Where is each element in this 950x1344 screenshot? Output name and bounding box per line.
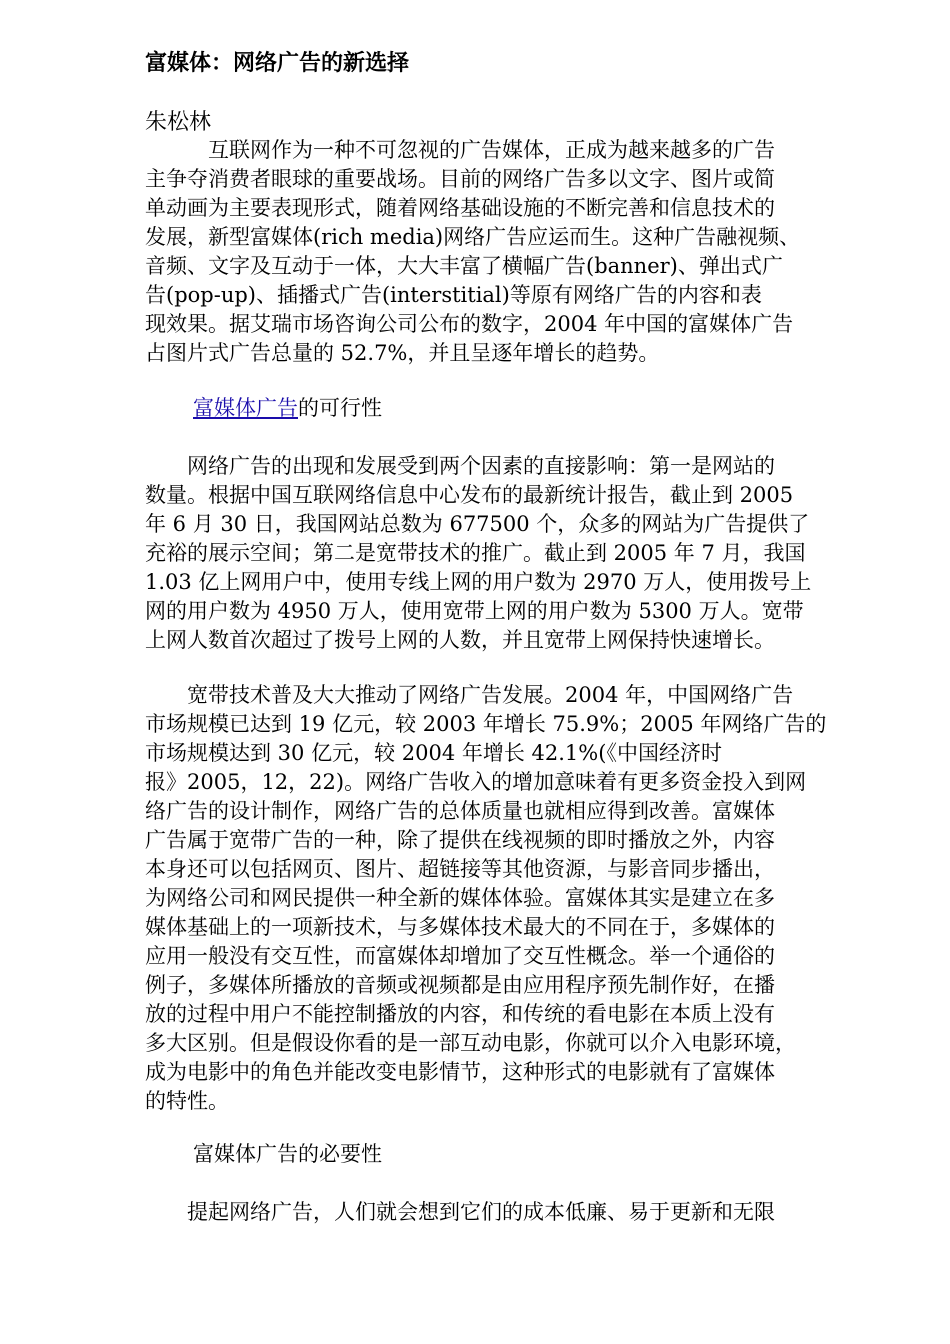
document-author: 朱松林 — [145, 110, 212, 135]
rich-media-ad-link[interactable]: 富媒体广告 — [193, 396, 298, 420]
paragraph-line: 宽带技术普及大大推动了网络广告发展。2004 年，中国网络广告 — [145, 683, 794, 707]
paragraph-line: 提起网络广告，人们就会想到它们的成本低廉、易于更新和无限 — [145, 1200, 775, 1224]
paragraph-line: 占图片式广告总量的 52.7%，并且呈逐年增长的趋势。 — [145, 341, 660, 365]
paragraph-line: 广告属于宽带广告的一种，除了提供在线视频的即时播放之外，内容 — [145, 828, 775, 852]
section-heading-suffix: 的可行性 — [298, 396, 382, 420]
paragraph-line: 多大区别。但是假设你看的是一部互动电影，你就可以介入电影环境， — [145, 1031, 796, 1055]
paragraph-line: 音频、文字及互动于一体，大大丰富了横幅广告(banner)、弹出式广 — [145, 254, 783, 278]
paragraph-line: 充裕的展示空间；第二是宽带技术的推广。截止到 2005 年 7 月，我国 — [145, 541, 806, 565]
document-title: 富媒体：网络广告的新选择 — [145, 50, 410, 76]
paragraph-line: 络广告的设计制作，网络广告的总体质量也就相应得到改善。富媒体 — [145, 799, 775, 823]
paragraph-line: 成为电影中的角色并能改变电影情节，这种形式的电影就有了富媒体 — [145, 1060, 775, 1084]
paragraph-line: 1.03 亿上网用户中，使用专线上网的用户数为 2970 万人，使用拨号上 — [145, 570, 812, 594]
feasibility-paragraph-1 — [145, 452, 880, 655]
feasibility-paragraph-2 — [145, 681, 880, 1116]
paragraph-line: 应用一般没有交互性，而富媒体却增加了交互性概念。举一个通俗的 — [145, 944, 775, 968]
paragraph-line: 主争夺消费者眼球的重要战场。目前的网络广告多以文字、图片或简 — [145, 167, 775, 191]
paragraph-line: 告(pop-up)、插播式广告(interstitial)等原有网络广告的内容和表 — [145, 283, 762, 307]
paragraph-line: 市场规模已达到 19 亿元，较 2003 年增长 75.9%；2005 年网络广告的 — [145, 712, 827, 736]
paragraph-line: 报》2005，12，22)。网络广告收入的增加意味着有更多资金投入到网 — [145, 770, 807, 794]
paragraph-line: 放的过程中用户不能控制播放的内容，和传统的看电影在本质上没有 — [145, 1002, 775, 1026]
necessity-paragraph-1 — [145, 1198, 880, 1227]
paragraph-line: 发展，新型富媒体(rich media)网络广告应运而生。这种广告融视频、 — [145, 225, 801, 249]
section-heading-necessity: 富媒体广告的必要性 — [193, 1142, 382, 1166]
paragraph-line: 上网人数首次超过了拨号上网的人数，并且宽带上网保持快速增长。 — [145, 628, 775, 652]
paragraph-line: 互联网作为一种不可忽视的广告媒体，正成为越来越多的广告 — [145, 138, 775, 162]
intro-paragraph — [145, 136, 880, 368]
paragraph-line: 本身还可以包括网页、图片、超链接等其他资源，与影音同步播出， — [145, 857, 775, 881]
paragraph-line: 媒体基础上的一项新技术，与多媒体技术最大的不同在于，多媒体的 — [145, 915, 775, 939]
paragraph-line: 年 6 月 30 日，我国网站总数为 677500 个，众多的网站为广告提供了 — [145, 512, 810, 536]
paragraph-line: 网络广告的出现和发展受到两个因素的直接影响：第一是网站的 — [145, 454, 775, 478]
section-heading-feasibility — [193, 394, 382, 423]
paragraph-line: 的特性。 — [145, 1089, 229, 1113]
paragraph-line: 为网络公司和网民提供一种全新的媒体体验。富媒体其实是建立在多 — [145, 886, 775, 910]
paragraph-line: 市场规模达到 30 亿元，较 2004 年增长 42.1%(《中国经济时 — [145, 741, 722, 765]
paragraph-line: 单动画为主要表现形式，随着网络基础设施的不断完善和信息技术的 — [145, 196, 775, 220]
paragraph-line: 现效果。据艾瑞市场咨询公司公布的数字，2004 年中国的富媒体广告 — [145, 312, 794, 336]
paragraph-line: 数量。根据中国互联网络信息中心发布的最新统计报告，截止到 2005 — [145, 483, 794, 507]
paragraph-line: 例子，多媒体所播放的音频或视频都是由应用程序预先制作好，在播 — [145, 973, 775, 997]
paragraph-line: 网的用户数为 4950 万人，使用宽带上网的用户数为 5300 万人。宽带 — [145, 599, 804, 623]
